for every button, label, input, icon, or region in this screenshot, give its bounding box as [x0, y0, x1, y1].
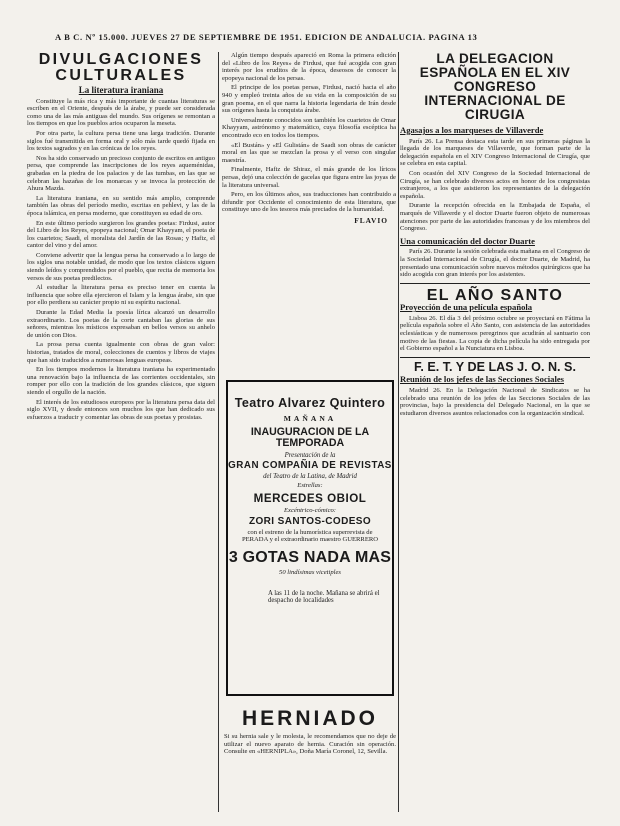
- column-news: [400, 52, 590, 822]
- subtitle-reunion: Reunión de los jefes de las Secciones Sociales: [400, 374, 564, 385]
- herniado-text: Si su hernia sale y le molesta, le recomendamos que no deje de utilizar el nuevo aparato de hernia. Curación sin operación. Consulte en «HERNIPLA», Doña María Coronel, 12, Sevilla.: [224, 733, 396, 756]
- herniado-title: HERNIADO: [241, 707, 378, 730]
- paragraph: Conviene advertir que la lengua persa ha conservado a lo largo de los siglos una notable unidad, de modo que los textos clásicos siguen siendo leídos y comprendidos por el pueblo, que recita de memoria los versos de sus poetas predilectos.: [27, 251, 215, 282]
- subtitle-literatura: La literatura iraniana: [78, 85, 164, 95]
- ad-company: GRAN COMPAÑIA DE REVISTAS: [228, 460, 392, 471]
- paragraph: Lisboa 26. El día 3 del próximo octubre se proyectará en Fátima la película española sobre el Año Santo, con asistencia de las autoridades eclesiásticas y de numerosos peregrinos que acudirán al santuario con motivo de las fiestas. La copia de dicha película ha sido entregada por el Gobierno español a la Nunciatura en Lisboa.: [400, 314, 590, 353]
- headline-delegacion: LA DELEGACION ESPAÑOLA EN EL XIV CONGRESO INTERNACIONAL DE CIRUGIA: [419, 52, 571, 122]
- paragraph: Durante la recepción ofrecida en la Embajada de España, el marqués de Villaverde y el doctor Duarte fueron objeto de numerosas atenciones por parte de las autoridades francesas y de los miembros del Congreso.: [400, 202, 590, 233]
- column-divider-2: [398, 52, 399, 812]
- paragraph: Constituye la más rica y más importante de cuantas literaturas se escriben en el Oriente, después de la árabe, y puede ser considerada como una de las más antiguas del mundo. Sus orígenes se remontan a los tiempos en que los pueblos arios ocuparon la meseta.: [27, 97, 215, 128]
- paragraph: El principe de los poetas persas, Firdusi, nació hacia el año 940 y empleó treinta años de su vida en la composición de su gran poema, en el que narra la historia legendaria de Irán desde sus orígenes hasta la conquista árabe.: [222, 84, 396, 115]
- article-signature: FLAVIO: [354, 215, 388, 225]
- ad-event: INAUGURACION DE LA TEMPORADA: [250, 426, 370, 449]
- paragraph: Por otra parte, la cultura persa tiene una larga tradición. Durante siglos fué transmitida en forma oral y sólo más tarde quedó fijada en los textos sagrados y en las crónicas de los reyes.: [27, 129, 215, 153]
- ad-theater-name: Teatro Alvarez Quintero: [234, 396, 386, 410]
- paragraph: El interés de los estudiosos europeos por la literatura persa data del siglo XVII, y desde entonces son muchos los que han dedicado sus esfuerzos a traducir y comentar las obras de sus poetas y prosistas.: [27, 398, 215, 421]
- paragraph: Durante la Edad Media la poesía lírica alcanzó un desarrollo extraordinario. Los poetas de la corte cantaban las glorias de sus señores, mientras los místicos expresaban en bellos versos su anhelo de unión con Dios.: [27, 309, 215, 339]
- paragraph: La literatura iraniana, en su sentido más amplio, comprende también las obras del período medio, escritas en pehlevi, y las de la época islámica, en persa moderno, que constituyen su edad de oro.: [27, 194, 215, 217]
- section-fet-jons: F. E. T. Y DE LAS J. O. N. S.: [414, 359, 576, 374]
- subtitle-proyeccion: Proyección de una película española: [400, 302, 533, 313]
- paragraph: Madrid 26. En la Delegación Nacional de Sindicatos se ha celebrado una reunión de los jefes de las Secciones Sociales de las provincias, bajo la presidencia del Delegado Nacional, en la que se estudiaron diversos asuntos relacionados con la organización sindical.: [400, 387, 590, 417]
- paragraph: En los tiempos modernos la literatura iraniana ha experimentado una renovación bajo la influencia de las corrientes occidentales, sin romper por ello con la tradición de los grandes clásicos, que siguen siendo el orgullo de la nación.: [27, 366, 215, 396]
- page-header: A B C. Nº 15.000. JUEVES 27 DE SEPTIEMBRE DE 1951. EDICION DE ANDALUCIA. PAGINA 13: [55, 32, 478, 42]
- ad-star-2: ZORI SANTOS-CODESO: [248, 516, 372, 527]
- paragraph: «El Bustán» y «El Gulistán» de Saadi son obras de carácter moral en las que se mezclan la prosa y el verso con singular maestría.: [222, 141, 396, 164]
- ad-schedule: A las 11 de la noche. Mañana se abrirá el despacho de localidades: [268, 589, 380, 605]
- ad-estrellas-label: Estrellas:: [297, 482, 323, 489]
- column-divider-1: [218, 52, 219, 812]
- herniado-advertisement: [224, 708, 396, 756]
- ad-extra: 50 lindísimas vicetiples: [279, 568, 341, 576]
- ad-troupe: del Teatro de la Latina, de Madrid: [263, 473, 357, 480]
- ad-presentation: Presentación de la: [284, 452, 336, 459]
- section-title-divulgaciones: DIVULGACIONES CULTURALES: [38, 52, 204, 84]
- ad-excentrico-label: Excéntrico-cómico:: [284, 507, 336, 514]
- theater-advertisement: [226, 380, 394, 696]
- paragraph: Finalmente, Hafiz de Shiraz, el más grande de los líricos persas, dejó una colección de gacelas que figura entre las joyas de la literatura universal.: [222, 166, 396, 189]
- subtitle-agasajos: Agasajos a los marqueses de Villaverde: [400, 125, 544, 135]
- paragraph: Algún tiempo después apareció en Roma la primera edición del «Libro de los Reyes» de Firdusi, que fué acogida con gran interés por los eruditos de la época, deseosos de conocer la epopeya nacional de los persas.: [222, 52, 396, 82]
- ad-when: MAÑANA: [283, 414, 337, 423]
- paragraph: Con ocasión del XIV Congreso de la Sociedad Internacional de Cirugía, se han celebrado diversos actos en honor de los congresistas extranjeros, a los que asistieron los representantes de la delegación española.: [400, 169, 590, 200]
- paragraph: París 26. La Prensa destaca esta tarde en sus primeras páginas la llegada de los marqueses de Villaverde, que forman parte de la delegación española en el XIV Congreso Internacional de Cirugía, que se celebra en esta capital.: [400, 137, 590, 168]
- divider: [400, 283, 590, 284]
- ad-star-1: MERCEDES OBIOL: [253, 492, 367, 505]
- paragraph: París 26. Durante la sesión celebrada esta mañana en el Congreso de la Sociedad Internacional de Cirugía, el doctor Duarte, de Madrid, ha presentado una comunicación sobre nuevos métodos quirúrgicos que ha sido acogida con gran interés por los asistentes.: [400, 248, 590, 279]
- paragraph: La prosa persa cuenta igualmente con obras de gran valor: historias, tratados de moral, colecciones de cuentos y libros de viajes que han sido traducidos a numerosas lenguas europeas.: [27, 341, 215, 364]
- paragraph: Al estudiar la literatura persa es preciso tener en cuenta la influencia que sobre ella ejercieron el Islam y la lengua árabe, sin que por ello perdiera su carácter propio ni su espíritu nacional.: [27, 284, 215, 307]
- section-ano-santo: EL AÑO SANTO: [426, 286, 564, 304]
- paragraph: Nos ha sido conservado un precioso conjunto de escritos en antiguo persa, que comprende las inscripciones de los reyes aqueménidas, grabadas en la piedra de los palacios y de las tumbas, en las que se celebran las hazañas de los monarcas y se invoca la protección de Ahura Mazda.: [27, 154, 215, 193]
- paragraph: En este último período surgieron los grandes poetas: Firdusi, autor del Libro de los Reyes, epopeya nacional; Omar Khayyam, el poeta de los cuartetos; Saadi, el moralista del Jardín de las Rosas; y Hafiz, el cantor del vino y del amor.: [27, 219, 215, 250]
- paragraph: Pero, en los últimos años, sus traducciones han contribuido a difundir por Occidente el conocimiento de esta literatura, que constituye uno de los tesoros más preciados de la humanidad.: [222, 191, 396, 214]
- ad-show-title: 3 GOTAS NADA MAS: [228, 548, 392, 566]
- paragraph: Universalmente conocidos son también los cuartetos de Omar Khayyam, astrónomo y matemático, cuya filosofía escéptica ha encontrado eco en todos los tiempos.: [222, 116, 396, 139]
- divider: [400, 357, 590, 358]
- ad-description: con el estreno de la humorística superrevista de PERADA y el extraordinario maestro GUERRERO: [241, 529, 379, 544]
- column-divulgaciones: [27, 52, 215, 812]
- subtitle-comunicacion: Una comunicación del doctor Duarte: [400, 235, 535, 246]
